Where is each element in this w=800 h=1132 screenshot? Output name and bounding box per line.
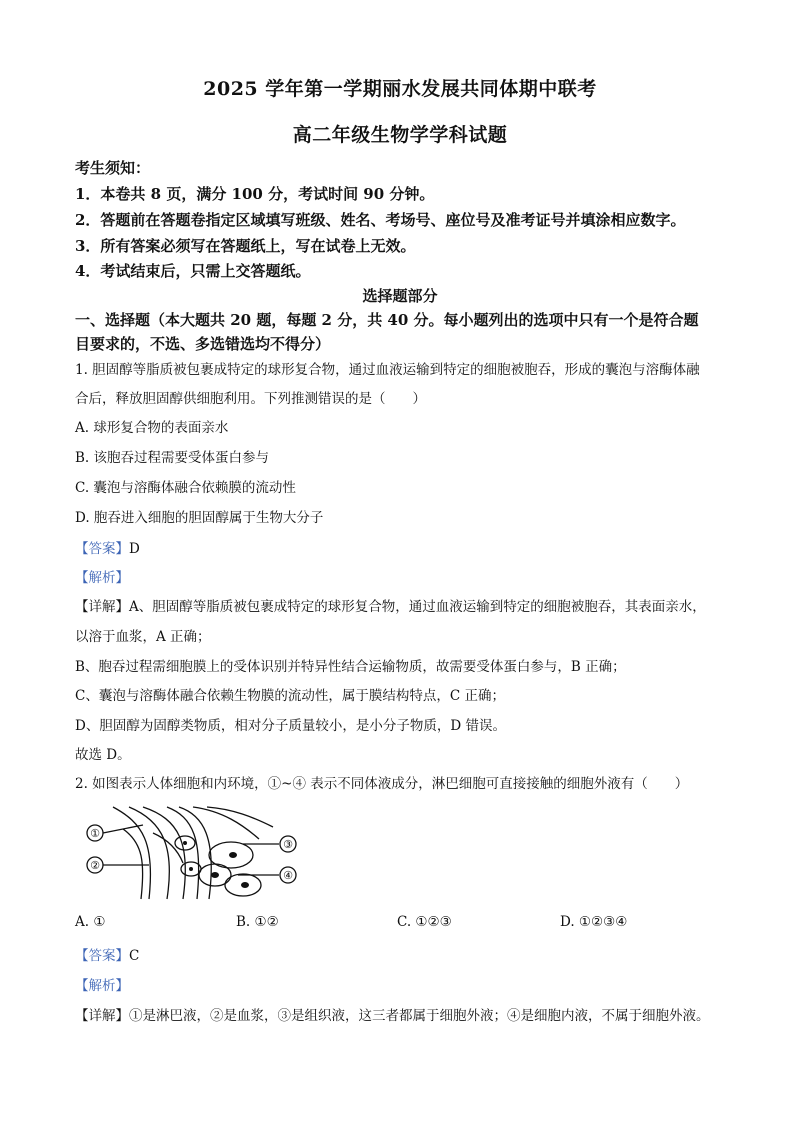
notice-heading: 考生须知： (75, 159, 151, 177)
question-1-option-a: A. 球形复合物的表面亲水 (75, 420, 229, 436)
section-title: 选择题部分 (362, 287, 438, 305)
vessel-line (123, 829, 143, 899)
notice-item: 3．所有答案必须写在答题纸上，写在试卷上无效。 (75, 237, 416, 255)
exam-subtitle: 高二年级生物学学科试题 (292, 124, 508, 146)
detail-text: 以溶于血浆，A 正确； (75, 629, 211, 645)
detail-text: C、囊泡与溶酶体融合依赖生物膜的流动性，属于膜结构特点，C 正确； (75, 688, 505, 704)
question-1-stem: 1. 胆固醇等脂质被包裹成特定的球形复合物，通过血液运输到特定的细胞被胞吞，形成的囊泡与溶酶体融 (75, 362, 700, 378)
notice-item: 4．考试结束后，只需上交答题纸。 (75, 262, 311, 280)
answer-tag: 【答案】 (75, 948, 129, 964)
analysis-tag: 【解析】 (75, 978, 129, 994)
question-1-detail (75, 595, 706, 615)
body-fluid-diagram (83, 803, 313, 901)
question-1-option-c: C. 囊泡与溶酶体融合依赖膜的流动性 (75, 480, 296, 496)
cell-nucleus (211, 872, 219, 878)
question-2-stem: 2. 如图表示人体细胞和内环境，①~④ 表示不同体液成分，淋巴细胞可直接接触的细胞外液有（ ） (75, 776, 689, 792)
detail-tag: 【详解】 (75, 1008, 129, 1024)
answer-value: D (129, 541, 140, 557)
question-1-option-b: B. 该胞吞过程需要受体蛋白参与 (75, 450, 270, 466)
detail-text: ①是淋巴液，②是血浆，③是组织液，这三者都属于细胞外液；④是细胞内液，不属于细胞外液。 (129, 1008, 710, 1024)
cell-nucleus (189, 867, 193, 871)
question-1-stem: 合后，释放胆固醇供细胞利用。下列推测错误的是（ ） (75, 391, 426, 407)
vessel-line (113, 807, 151, 899)
question-2-option-c: C. ①②③ (397, 914, 452, 930)
answer-tag: 【答案】 (75, 541, 129, 557)
question-1-answer (75, 537, 140, 557)
answer-value: C (129, 948, 140, 964)
question-2-option-d: D. ①②③④ (560, 914, 628, 930)
notice-item: 2．答题前在答题卷指定区域填写班级、姓名、考场号、座位号及准考证号并填涂相应数字。 (75, 211, 686, 229)
analysis-tag: 【解析】 (75, 570, 129, 586)
question-1-option-d: D. 胞吞进入细胞的胆固醇属于生物大分子 (75, 510, 324, 526)
question-2-detail (75, 1004, 710, 1024)
cell-nucleus (183, 841, 187, 845)
diagram-label: ② (90, 859, 100, 872)
diagram-label: ③ (283, 838, 293, 851)
section-instruction: 目要求的，不选、多选错选均不得分） (75, 335, 331, 353)
diagram-label: ① (90, 827, 100, 840)
vessel-line (193, 807, 259, 839)
question-2-option-b: B. ①② (236, 914, 279, 930)
cell-nucleus (241, 882, 249, 888)
notice-item: 1．本卷共 8 页，满分 100 分，考试时间 90 分钟。 (75, 185, 435, 203)
section-instruction: 一、选择题（本大题共 20 题，每题 2 分，共 40 分。每小题列出的选项中只有一个是符合题 (75, 311, 699, 329)
conclusion: 故选 D。 (75, 747, 131, 763)
question-2-answer (75, 944, 139, 964)
diagram-label: ④ (283, 869, 293, 882)
detail-text: A、胆固醇等脂质被包裹成特定的球形复合物，通过血液运输到特定的细胞被胞吞，其表面亲水， (129, 599, 706, 615)
detail-tag: 【详解】 (75, 599, 129, 615)
question-2-option-a: A. ① (75, 914, 106, 930)
exam-title: 2025 学年第一学期丽水发展共同体期中联考 (203, 78, 597, 100)
detail-text: D、胆固醇为固醇类物质，相对分子质量较小，是小分子物质，D 错误。 (75, 718, 506, 734)
cell-nucleus (229, 852, 237, 858)
vessel-line (167, 807, 199, 899)
label-leader (103, 825, 143, 833)
detail-text: B、胞吞过程需细胞膜上的受体识别并特异性结合运输物质，故需要受体蛋白参与，B 正确； (75, 659, 626, 675)
